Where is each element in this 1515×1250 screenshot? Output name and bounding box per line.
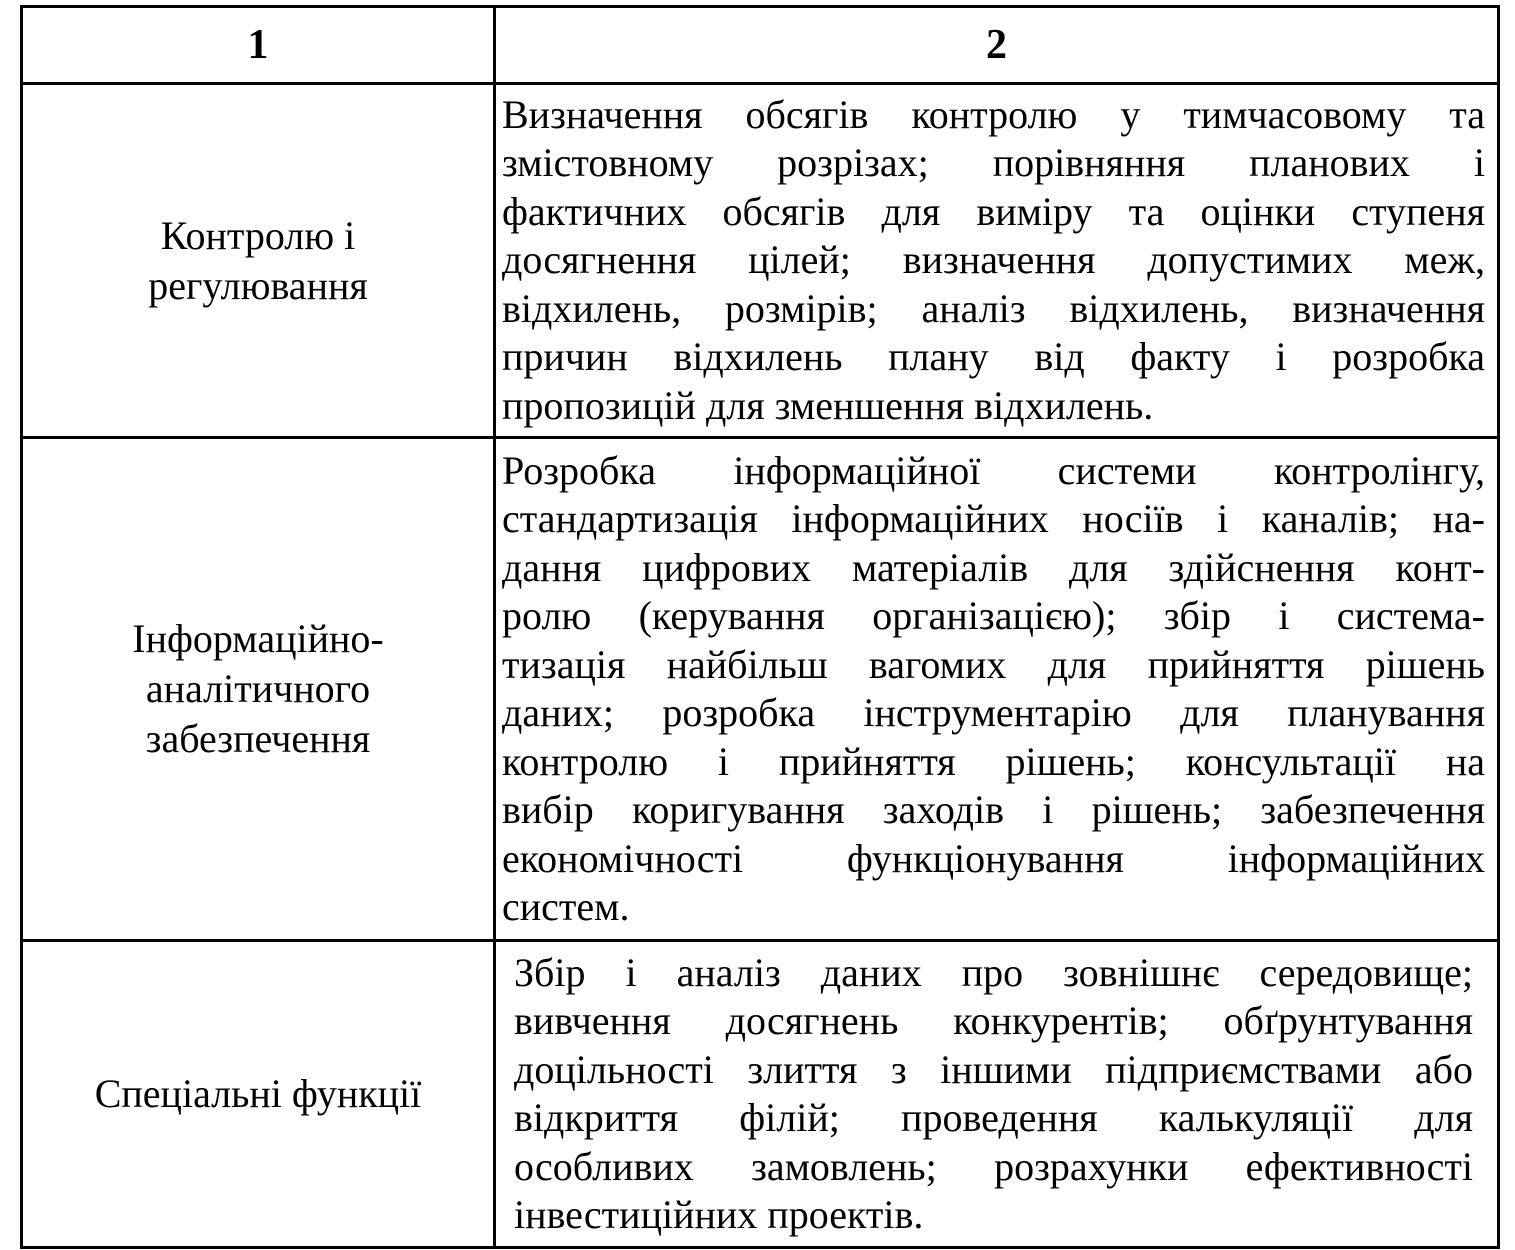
function-description bbox=[495, 941, 1499, 1248]
header-col-1: 1 bbox=[22, 7, 495, 84]
function-name-line: аналітичного bbox=[145, 666, 371, 711]
function-name bbox=[22, 941, 495, 1248]
description-line: інвестиційних проектів. bbox=[514, 1192, 924, 1237]
function-name bbox=[22, 84, 495, 438]
description-line: систем. bbox=[502, 884, 630, 929]
description-line: доцільності злиття з іншими підприємствами або bbox=[514, 1046, 1473, 1092]
description-line: відкриття філій; проведення калькуляції для bbox=[514, 1095, 1473, 1140]
description-line: вибір коригування заходів і рішень; забезпечення bbox=[502, 787, 1485, 832]
description-line: відхилень, розмірів; аналіз відхилень, визначення bbox=[502, 285, 1485, 331]
function-name-line: Контролю і bbox=[160, 212, 356, 258]
table-row bbox=[22, 941, 1499, 1248]
description-line: пропозицій для зменшення відхилень. bbox=[502, 382, 1154, 428]
function-name-line: забезпечення bbox=[145, 716, 371, 761]
function-name-line: регулювання bbox=[148, 262, 368, 308]
description-line: ролю (керування організацією); збір і система- bbox=[502, 593, 1485, 638]
table-row bbox=[22, 84, 1499, 438]
header-row bbox=[22, 7, 1499, 84]
functions-table bbox=[20, 5, 1500, 1249]
header-col-2: 2 bbox=[495, 7, 1499, 84]
description-line: Визначення обсягів контролю у тимчасовому та bbox=[502, 91, 1485, 137]
description-line: причин відхилень плану від факту і розробка bbox=[502, 334, 1485, 380]
table-row bbox=[22, 438, 1499, 941]
description-line: фактичних обсягів для виміру та оцінки ступеня bbox=[502, 188, 1485, 234]
description-line: досягнення цілей; визначення допустимих меж, bbox=[502, 237, 1485, 283]
description-line: контролю і прийняття рішень; консультації на bbox=[502, 738, 1485, 784]
function-name-line: Спеціальні функції bbox=[94, 1071, 422, 1116]
description-line: економічності функціонування інформаційних bbox=[502, 835, 1485, 881]
description-line: стандартизація інформаційних носіїв і каналів; на- bbox=[502, 496, 1485, 541]
description-line: даних; розробка інструментарію для планування bbox=[502, 690, 1485, 735]
description-line: особливих замовлень; розрахунки ефективності bbox=[514, 1143, 1473, 1189]
description-line: Збір і аналіз даних про зовнішнє середовище; bbox=[514, 949, 1473, 995]
function-description bbox=[495, 438, 1499, 941]
function-name bbox=[22, 438, 495, 941]
function-name-line: Інформаційно- bbox=[132, 616, 384, 661]
description-line: тизація найбільш вагомих для прийняття рішень bbox=[502, 641, 1485, 687]
description-line: вивчення досягнень конкурентів; обґрунтування bbox=[514, 998, 1473, 1043]
description-line: Розробка інформаційної системи контролінгу, bbox=[502, 447, 1485, 493]
function-description bbox=[495, 84, 1499, 438]
description-line: змістовному розрізах; порівняння планових і bbox=[502, 140, 1485, 186]
description-line: дання цифрових матеріалів для здійснення конт- bbox=[502, 544, 1485, 590]
